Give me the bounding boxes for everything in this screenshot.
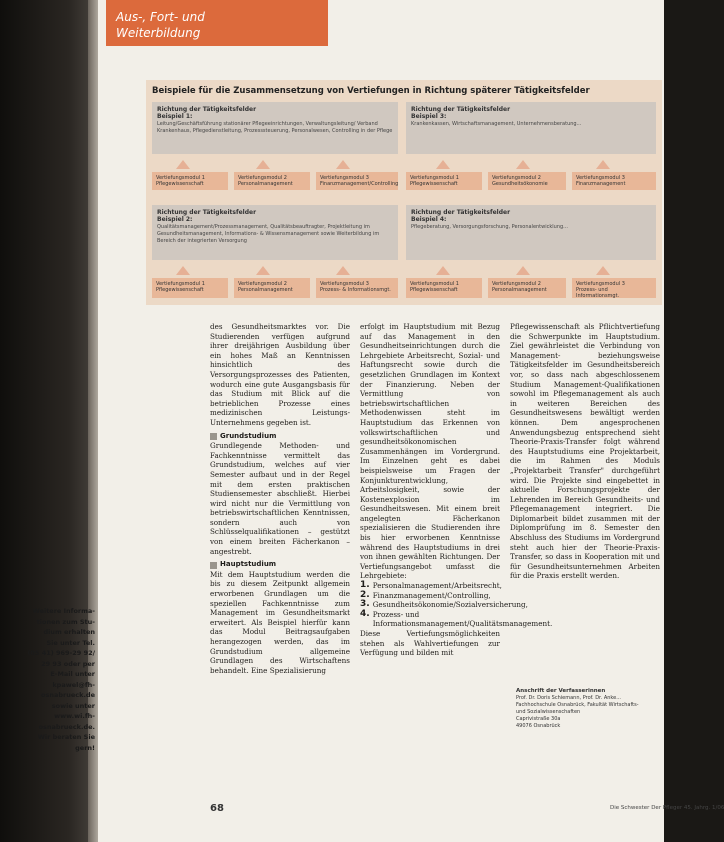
- info-line: www.wi.fh-: [54, 712, 95, 720]
- info-line: Weitere Informa-: [32, 607, 95, 615]
- text-column-1: [210, 322, 350, 675]
- module-box: Vertiefungsmodul 1 Pflegewissenschaft: [152, 278, 228, 298]
- panel-sub: Beispiel 4:: [411, 216, 447, 223]
- address-heading: Anschrift der Verfasserinnen: [516, 688, 606, 694]
- text-column-2: [360, 322, 553, 658]
- list-item: 3. Gesundheitsökonomie/Sozialversicherung,: [360, 599, 528, 610]
- arrow-up: [436, 266, 450, 275]
- panel-sub: Beispiel 1:: [157, 113, 193, 120]
- panel-text: Leitung/Geschäftsführung stationärer Pflegeeinrichtungen, Verwaltungsleitung/ Verband Krankenhaus, Pflegedienstleitung, Prozesssteuerung, Personalwesen, Controlling in der Pflege: [157, 121, 393, 134]
- vertiefung-list: [360, 580, 553, 629]
- arrow-up: [256, 160, 270, 169]
- arrow-up: [516, 160, 530, 169]
- info-line: sowie unter: [51, 701, 95, 710]
- paragraph: des Gesundheitsmarktes vor. Die Studierenden verfügen aufgrund ihrer dreijährigen Ausbildung über ein hohes Maß an Kenntnissen hinsichtlich des Versorgungsprozesses des Patienten, wodurch eine gute Ausgangsbasis für das Studium mit Blick auf die betrieblichen Prozesse eines medizinischen Leistungs-Unternehmens gegeben ist.: [210, 322, 350, 427]
- info-line: osnabrueck.de.: [38, 722, 95, 731]
- module-box: Vertiefungsmodul 3 Prozess- und Informationsmgt.: [572, 278, 656, 298]
- arrow-up: [516, 266, 530, 275]
- info-line: (05 41) 969-29 92/: [27, 649, 95, 657]
- info-line: tionen zum Stu-: [36, 617, 95, 626]
- subheading-grundstudium: Grundstudium: [210, 432, 350, 442]
- page-number: 68: [210, 803, 224, 814]
- module-box: Vertiefungsmodul 2 Gesundheitsökonomie: [488, 172, 566, 190]
- info-line: Wir beraten Sie: [37, 733, 95, 741]
- list-item: 2. Finanzmanagement/Controlling,: [360, 589, 491, 600]
- info-line: gern!: [75, 743, 95, 752]
- section-banner: [106, 0, 328, 46]
- module-box: Vertiefungsmodul 2 Personalmanagement: [234, 172, 310, 190]
- arrow-up: [176, 266, 190, 275]
- list-item: 1. Personalmanagement/Arbeitsrecht,: [360, 580, 502, 591]
- panel-heading: Richtung der Tätigkeitsfelder: [157, 209, 257, 216]
- panel-beispiel-3: [406, 102, 656, 154]
- magazine-page: [98, 0, 724, 842]
- subheading-hauptstudium: Hauptstudium: [210, 560, 350, 570]
- author-address: Anschrift der Verfasserinnen Prof. Dr. Doris Schiemann, Prof. Dr. Anke... Fachhochschule Osnabrück, Fakultät Wirtschafts- und Sozialwissenschaften Caprivistraße 30a 49076 Osnabrück: [516, 688, 664, 730]
- arrow-up: [256, 266, 270, 275]
- square-bullet-icon: [210, 433, 217, 440]
- module-box: Vertiefungsmodul 3 Finanzmanagement: [572, 172, 656, 190]
- panel-heading: Richtung der Tätigkeitsfelder: [411, 209, 511, 216]
- panel-sub: Beispiel 3:: [411, 113, 447, 120]
- module-box: Vertiefungsmodul 3 Finanzmanagement/Controlling: [316, 172, 398, 190]
- panel-text: Pflegeberatung, Versorgungsforschung, Personalentwicklung...: [411, 224, 568, 230]
- info-line: kpawel@fh-: [52, 680, 95, 689]
- arrow-up: [336, 266, 350, 275]
- paragraph: Mit dem Hauptstudium werden die bis zu diesem Zeitpunkt allgemein erworbenen Grundlagen um die speziellen Fachkenntnisse zum Management im Gesundheitsmarkt erweitert. Als Beispiel hierfür kann das Modul Beitragsaufgaben herangezogen werden, das im Grundstudium allgemeine Grundlagen des Wirtschaftens behandelt. Eine Spezialisierung: [210, 569, 350, 675]
- module-box: Vertiefungsmodul 1 Pflegewissenschaft: [406, 172, 482, 190]
- figure-vertiefungen: [146, 80, 662, 305]
- panel-text: Qualitätsmanagement/Prozessmanagement, Qualitätsbeauftragter, Projektleitung im Gesundheitsmanagement, Informations- & Wissensmanagement sowie Weiterbildung im Bereich der integrierten Versorgung: [157, 224, 380, 244]
- module-box: Vertiefungsmodul 2 Personalmanagement: [234, 278, 310, 298]
- arrow-up: [336, 160, 350, 169]
- module-box: Vertiefungsmodul 2 Personalmanagement: [488, 278, 566, 298]
- module-box: Vertiefungsmodul 1 Pflegewissenschaft: [406, 278, 482, 298]
- list-item: 4. Prozess- und Informationsmanagement/Qualitätsmanagement.: [360, 608, 553, 629]
- info-line: 29 93 oder per: [41, 659, 95, 668]
- arrow-up: [596, 266, 610, 275]
- arrow-up: [176, 160, 190, 169]
- paragraph: erfolgt im Hauptstudium mit Bezug auf das Management in den Gesundheitseinrichtungen durch die Lehrgebiete Arbeitsrecht, Sozial- und Haftungsrecht sowie durch die gesetzlichen Grundlagen im Kontext der Finanzierung. Neben der Vermittlung von betriebswirtschaftlichen Methodenwissen steht im Hauptstudium das Erkennen von volkswirtschaftlichen und gesundheitsökonomischen Zusammenhängen im Vordergrund. Im Einzelnen geht es dabei beispielsweise um Fragen der Konjunkturentwicklung, Arbeitslosigkeit, sowie der Kostenexplosion im Gesundheitswesen. Mit einem breit angelegten Fächerkanon spezialisieren die Studierenden ihre bis hier erworbenen Kenntnisse während des Hauptstudiums in drei von ihnen gewählten Richtungen. Der Vertiefungsangebot umfasst die Lehrgebiete:: [360, 322, 500, 581]
- panel-heading: Richtung der Tätigkeitsfelder: [157, 106, 257, 113]
- paragraph: Diese Vertiefungsmöglichkeiten stehen als Wahlvertiefungen zur Verfügung und bilden mit: [360, 629, 500, 658]
- panel-beispiel-2: [152, 205, 398, 260]
- figure-title: Beispiele für die Zusammensetzung von Vertiefungen in Richtung späterer Tätigkeitsfelder: [152, 86, 590, 96]
- arrow-up: [596, 160, 610, 169]
- section-title-line-2: Weiterbildung: [116, 26, 201, 40]
- panel-heading: Richtung der Tätigkeitsfelder: [411, 106, 511, 113]
- footer-citation: Die Schwester Der Pfleger 45. Jahrg. 1/06: [610, 805, 724, 811]
- panel-beispiel-1: [152, 102, 398, 154]
- arrow-up: [436, 160, 450, 169]
- paragraph: Pflegewissenschaft als Pflichtvertiefung die Schwerpunkte im Hauptstudium. Ziel gewährleistet die Verbindung von Management- beziehungsweise Tätigkeitsfelder im Gesundheitsbereich vor, so dass nach abgeschlossenem Studium Management-Qualifikationen sowohl im Pflegemanagement als auch in weiteren Bereichen des Gesundheitswesens bewältigt werden können. Dem angesprochenen Anwendungsbezug entsprechend sieht Theorie-Praxis-Transfer folgt während des Hauptstudiums eine Projektarbeit, die im Rahmen des Moduls „Projektarbeit Transfer" durchgeführt wird. Die Projekte sind eingebettet in aktuelle Forschungsprojekte der Lehrenden im Bereich Gesundheits- und Pflegemanagement integriert. Die Diplomarbeit bildet zusammen mit der Diplomprüfung im 8. Semester den Abschluss des Studiums im Vordergrund steht auch hier der Theorie-Praxis-Transfer, so dass in Kooperation mit und für Gesundheitsunternehmen Arbeiten für die Praxis erstellt werden.: [510, 322, 660, 581]
- module-box: Vertiefungsmodul 1 Pflegewissenschaft: [152, 172, 228, 190]
- info-line: osnabrueck.de: [41, 691, 95, 699]
- panel-sub: Beispiel 2:: [157, 216, 193, 223]
- module-box: Vertiefungsmodul 3 Prozess- & Informationsmgt.: [316, 278, 398, 298]
- info-line: E-Mail unter: [50, 670, 95, 678]
- text-column-3: [510, 322, 660, 581]
- section-title-line-1: Aus-, Fort- und: [116, 10, 205, 24]
- info-box: [20, 606, 98, 752]
- panel-text: Krankenkassen, Wirtschaftsmanagement, Unternehmensberatung...: [411, 121, 582, 127]
- info-line: dium erhalten: [43, 628, 95, 636]
- paragraph: Grundlegende Methoden- und Fachkenntnisse vermittelt das Grundstudium, welches auf vier Semester aufbaut und in der Regel mit dem ersten praktischen Studiensemester abschließt. Hierbei wird nicht nur die Vermittlung von betriebswirtschaftlichen Kenntnissen, sondern auch von Schlüsselqualifikationen – gestützt von einem breiten Fächerkanon – angestrebt.: [210, 441, 350, 556]
- square-bullet-icon: [210, 562, 217, 569]
- info-line: Sie unter Tel.: [46, 638, 95, 647]
- panel-beispiel-4: [406, 205, 656, 260]
